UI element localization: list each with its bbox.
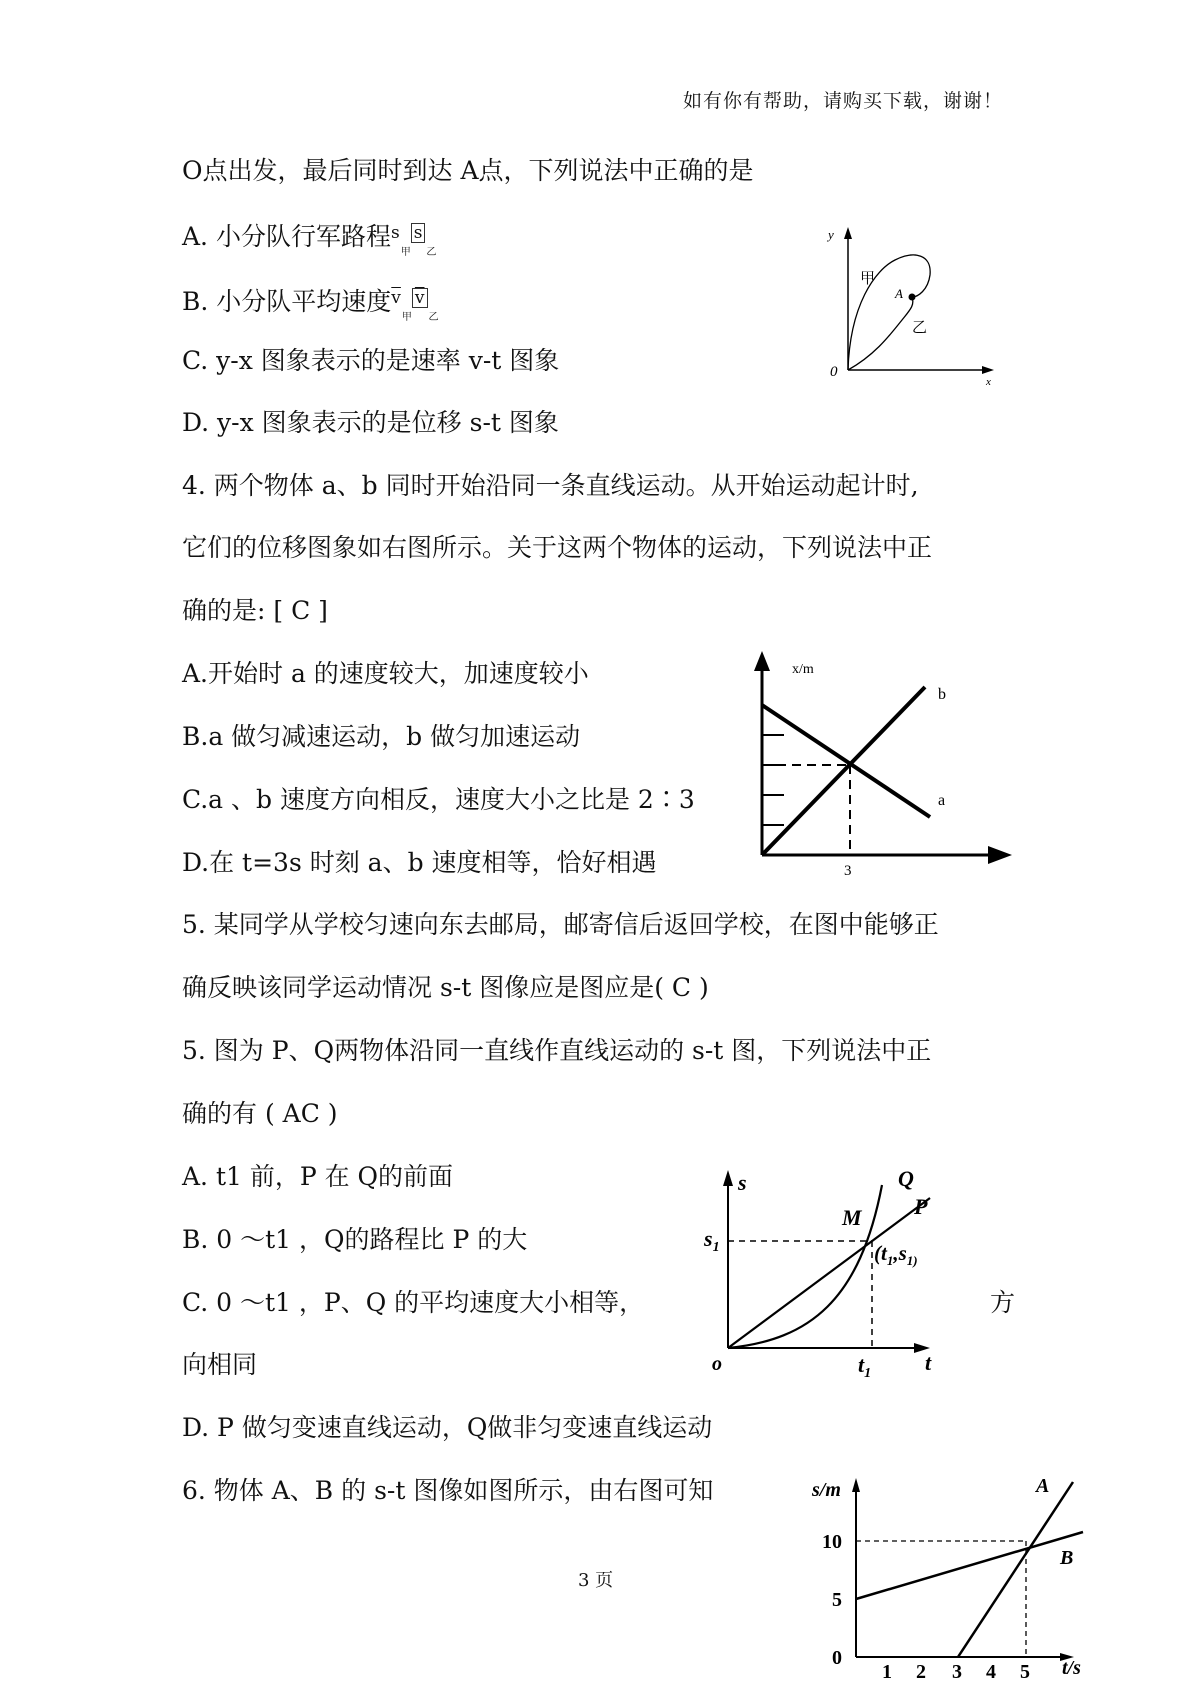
label-origin: 0 bbox=[830, 364, 838, 380]
y-axis-arrow bbox=[754, 651, 770, 671]
figure-path-diagram bbox=[820, 225, 1000, 390]
label-ylabel: s/m bbox=[812, 1479, 841, 1501]
label-yi: 乙 bbox=[912, 320, 928, 336]
label-q: Q bbox=[898, 1166, 914, 1191]
question-5b-line-2: 确的有 ( AC ) bbox=[182, 1099, 338, 1128]
question-5-line-2: 确反映该同学运动情况 s-t 图像应是图应是( C ) bbox=[182, 973, 709, 1002]
option-4d: D.在 t=3s 时刻 a、b 速度相等，恰好相遇 bbox=[182, 848, 657, 877]
xtick-4: 4 bbox=[986, 1661, 996, 1683]
line-a bbox=[958, 1482, 1073, 1657]
question-5b-line-1: 5. 图为 P、Q两物体沿同一直线作直线运动的 s-t 图，下列说法中正 bbox=[182, 1036, 932, 1065]
label-t1 bbox=[858, 1352, 871, 1381]
question-5-line-1: 5. 某同学从学校匀速向东去邮局，邮寄信后返回学校，在图中能够正 bbox=[182, 910, 939, 939]
point-t-sub: 1 bbox=[886, 1253, 894, 1268]
label-s1-sub: 1 bbox=[712, 1240, 720, 1255]
label-a: A bbox=[1036, 1475, 1050, 1497]
option-5c: C. 0 ～t1 ，P、Q 的平均速度大小相等， bbox=[182, 1288, 645, 1317]
option-5d: D. P 做匀变速直线运动，Q做非匀变速直线运动 bbox=[182, 1413, 713, 1442]
label-point bbox=[874, 1241, 918, 1268]
point-a bbox=[909, 294, 916, 301]
x-axis-arrow bbox=[982, 366, 994, 374]
point-s-sub: 1) bbox=[906, 1253, 918, 1268]
option-4b: B.a 做匀减速运动，b 做匀加速运动 bbox=[182, 722, 581, 751]
xtick-5: 5 bbox=[1020, 1661, 1030, 1683]
label-t3: 3 bbox=[844, 863, 852, 879]
y-axis-arrow bbox=[844, 227, 852, 239]
figure-ab-lines bbox=[740, 645, 1020, 880]
label-s1-main: s bbox=[704, 1226, 713, 1251]
label-t1-sub: 1 bbox=[864, 1366, 872, 1381]
label-m: M bbox=[842, 1205, 862, 1230]
option-3b-text: B. 小分队平均速度 bbox=[182, 287, 392, 316]
label-jia: 甲 bbox=[860, 271, 876, 287]
question-4-line-3: 确的是: [ C ] bbox=[182, 596, 328, 625]
s-axis-arrow bbox=[723, 1170, 733, 1186]
s-jia-symbol: s bbox=[390, 223, 400, 243]
question-4-line-2: 它们的位移图象如右图所示。关于这两个物体的运动，下列说法中正 bbox=[182, 533, 933, 562]
s-axis-arrow bbox=[852, 1478, 860, 1492]
label-t1-main: t bbox=[858, 1352, 865, 1377]
compare-box-v: $\overline{v}$ bbox=[412, 288, 428, 308]
option-5c-tail: 方 bbox=[990, 1288, 1016, 1317]
line-b bbox=[856, 1532, 1083, 1599]
label-b: b bbox=[938, 686, 946, 703]
option-3b bbox=[182, 287, 439, 323]
point-s: ,s bbox=[893, 1241, 907, 1265]
question-4-line-1: 4. 两个物体 a、b 同时开始沿同一条直线运动。从开始运动起计时, bbox=[182, 471, 919, 500]
question-6-stem: 6. 物体 A、B 的 s-t 图像如图所示，由右图可知 bbox=[182, 1476, 714, 1505]
option-3a bbox=[182, 222, 436, 258]
sub-jia-v: 甲 bbox=[401, 312, 412, 323]
page-number: 3 页 bbox=[578, 1570, 614, 1591]
label-origin: o bbox=[712, 1353, 722, 1375]
xtick-1: 1 bbox=[882, 1661, 892, 1683]
x-axis-arrow bbox=[988, 846, 1012, 864]
point-t: (t bbox=[874, 1241, 887, 1265]
option-4a: A.开始时 a 的速度较大，加速度较小 bbox=[182, 659, 589, 688]
curve-yi bbox=[848, 297, 913, 370]
ytick-0: 0 bbox=[832, 1647, 842, 1669]
label-t: t bbox=[925, 1350, 932, 1375]
label-a: a bbox=[938, 792, 946, 809]
option-3d: D. y-x 图象表示的是位移 s-t 图象 bbox=[182, 408, 559, 437]
sub-yi: 乙 bbox=[426, 247, 437, 258]
label-b: B bbox=[1060, 1547, 1074, 1569]
figure-ab-st bbox=[808, 1472, 1088, 1682]
option-3c: C. y-x 图象表示的是速率 v-t 图象 bbox=[182, 346, 560, 375]
figure-pq-graph bbox=[700, 1160, 970, 1380]
label-ylabel: x/m bbox=[792, 662, 814, 677]
question-3-stem-tail: O点出发，最后同时到达 A点，下列说法中正确的是 bbox=[182, 156, 754, 185]
line-b bbox=[762, 687, 925, 855]
option-5a: A. t1 前，P 在 Q的前面 bbox=[182, 1162, 454, 1191]
xtick-2: 2 bbox=[916, 1661, 926, 1683]
v-jia-symbol: v bbox=[391, 288, 401, 308]
option-5b: B. 0 ～t1 ，Q的路程比 P 的大 bbox=[182, 1225, 528, 1254]
label-x: x bbox=[986, 376, 991, 388]
line-p bbox=[728, 1198, 930, 1348]
option-4c: C.a 、b 速度方向相反，速度大小之比是 2∶3 bbox=[182, 785, 695, 814]
sub-yi-v: 乙 bbox=[428, 312, 439, 323]
label-a: A bbox=[895, 286, 903, 301]
label-y: y bbox=[828, 227, 834, 242]
label-s1 bbox=[703, 1226, 720, 1255]
sub-jia: 甲 bbox=[400, 247, 411, 258]
compare-box: s bbox=[411, 223, 426, 243]
line-a bbox=[762, 705, 930, 817]
ytick-5: 5 bbox=[832, 1589, 842, 1611]
label-p: P bbox=[914, 1194, 928, 1219]
xtick-3: 3 bbox=[952, 1661, 962, 1683]
option-3a-text: A. 小分队行军路程 bbox=[182, 222, 391, 251]
option-5c-continued: 向相同 bbox=[182, 1350, 258, 1379]
label-s: s bbox=[738, 1170, 747, 1195]
label-xlabel: t/s bbox=[1062, 1657, 1081, 1679]
page-header: 如有你有帮助，请购买下载，谢谢！ bbox=[682, 90, 1003, 112]
ytick-10: 10 bbox=[822, 1531, 842, 1553]
